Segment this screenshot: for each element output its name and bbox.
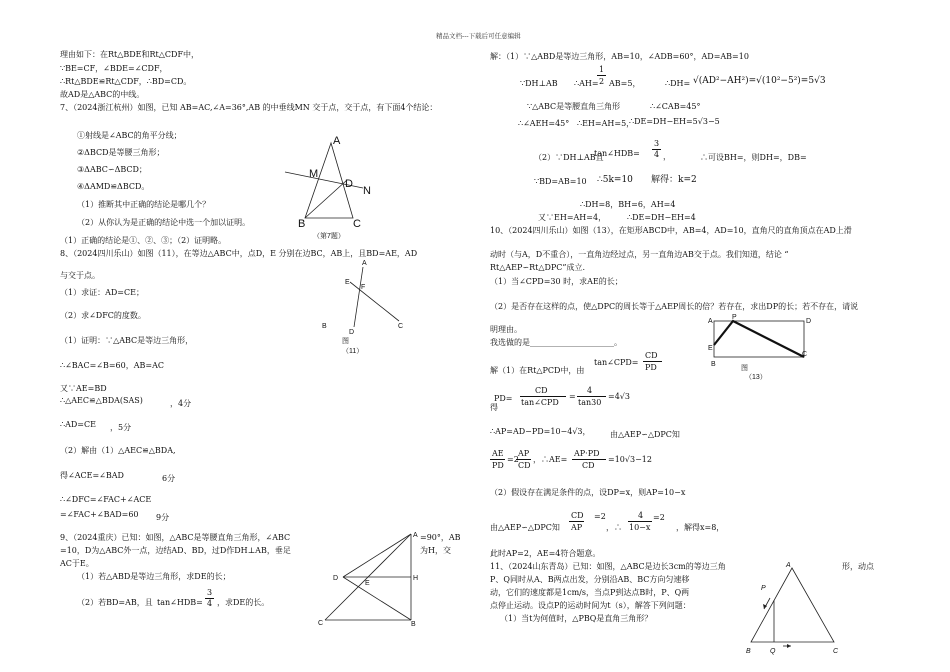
figure-q7 xyxy=(285,130,395,240)
fraction-numerator: 4 xyxy=(638,511,644,520)
label-D: D xyxy=(333,575,339,582)
question-9: 9、（2024重庆）已知：如图，△ABC是等腰直角三角形，∠ABC xyxy=(60,533,291,542)
label-F: F xyxy=(361,284,366,291)
text-line: P、Q同时从A、B两点出发，分别沿AB、BC方向匀速移 xyxy=(490,575,690,584)
label-A: A xyxy=(362,260,367,267)
figure-q10 xyxy=(705,312,815,382)
q8-proof: （1）证明：∵△ABC是等边三角形， xyxy=(60,336,194,345)
fraction-numerator: CD xyxy=(571,511,584,520)
fraction-numerator: CD xyxy=(535,386,548,395)
page-header: 精品文档---下载后可任意编辑 xyxy=(436,32,521,40)
fraction-denominator: 2 xyxy=(599,77,605,86)
solution-line: ∴EH=AH=5， xyxy=(577,119,635,128)
text-line: 理由如下：在Rt△BDE和Rt△CDF中， xyxy=(60,50,199,59)
text-line: Rt△AEP∽Rt△DPC”成立. xyxy=(490,263,586,272)
fraction-denominator: AP xyxy=(571,523,583,532)
q9-subquestion: （1）若△ABD是等边三角形，求DE的长； xyxy=(77,572,231,581)
solution-line: （2）∵DH⊥AB且 xyxy=(534,153,604,162)
text-line: 与交于点。 xyxy=(60,271,100,280)
label-A: A xyxy=(786,562,791,569)
figure-q11 xyxy=(745,560,850,665)
solution-line: ∴∠CAB=45° xyxy=(650,102,701,111)
q8-proof: （2）解由（1）△AEC≌△BDA, xyxy=(60,446,176,455)
label-C: C xyxy=(318,620,324,627)
label-D: D xyxy=(349,329,355,336)
solution-line: ， xyxy=(663,152,671,161)
label-C: C xyxy=(833,648,839,655)
text-line: ，求DE的长。 xyxy=(217,598,270,607)
q8-subquestion: （1）求证：AD=CE； xyxy=(60,288,144,297)
answer-line: =2 xyxy=(507,455,519,464)
fraction-numerator: 1 xyxy=(599,65,605,74)
q8-proof: 又∵AE=BD xyxy=(60,384,107,393)
text-line: 动时（与A，D不重合），一直角边经过点，另一直角边AB交于点。我们知道，结论 “ xyxy=(490,250,789,259)
answer-line: 得 xyxy=(490,403,498,412)
solution-line: ∴DE=DH−EH=4 xyxy=(627,213,696,222)
label-Q: Q xyxy=(770,648,776,655)
fraction-bar xyxy=(569,521,584,522)
q7-answer: （1）正确的结论是①、②、③；（2）证明略。 xyxy=(60,236,227,245)
answer-line: tan∠CPD= xyxy=(594,358,639,367)
text-line: 点停止运动。设点P的运动时间为t（s），解答下列问题： xyxy=(490,601,691,610)
text-line: 动，它们的速度都是1cm/s，当点P到达点B时，P、Q两 xyxy=(490,588,690,597)
label-B: B xyxy=(298,218,306,230)
figure-caption: （第7题） xyxy=(313,233,345,240)
answer-line: 由△AEP∽△DPC知 xyxy=(610,430,680,439)
answer-line: =2 xyxy=(653,513,665,522)
label-P: P xyxy=(732,314,737,321)
q9-tan: tan∠HDB= xyxy=(157,598,203,607)
question-8: 8、（2024四川乐山）如图（11），在等边△ABC中，点D，E 分别在边BC，AB上，且BD=AE，AD xyxy=(60,249,418,258)
answer-line: ，解得x=8， xyxy=(676,523,725,532)
fraction-numerator: 4 xyxy=(587,386,593,395)
question-11: 11、（2024山东青岛）已知：如图，△ABC是边长3cm的等边三角 xyxy=(490,562,726,571)
q8-proof: 得∠ACE=∠BAD xyxy=(60,471,124,480)
label-C: C xyxy=(398,323,404,330)
question-10: 10、（2024四川乐山）如图（13），在矩形ABCD中，AB=4，AD=10，直角尺的直角顶点在AD上滑 xyxy=(490,226,852,235)
label-M: M xyxy=(309,168,319,180)
fraction-denominator: tan∠CPD xyxy=(521,398,559,407)
label-D: D xyxy=(345,178,353,190)
q7-conclusion: ④ΔAMD≌ΔBCD。 xyxy=(77,182,150,191)
answer-line: =10√3−12 xyxy=(608,455,652,464)
figure-q8 xyxy=(318,255,418,360)
solution-line: 又∵EH=AH=4， xyxy=(538,213,607,222)
solution-line: ∴DH= xyxy=(665,79,691,88)
q7-conclusion: ②ΔBCD是等腰三角形； xyxy=(77,148,165,157)
text-line: 我选做的是_____________________。 xyxy=(490,338,622,347)
fraction-numerator: AE xyxy=(492,449,504,458)
fraction-denominator: PD xyxy=(492,461,504,470)
fraction-denominator: 4 xyxy=(207,599,213,608)
fraction-numerator: 3 xyxy=(654,139,660,148)
fraction-bar xyxy=(628,521,652,522)
text-line: ∴Rt△BDE≌Rt△CDF，∴BD=CD。 xyxy=(60,77,192,86)
q9-subquestion: （2）若BD=AB，且 xyxy=(77,598,153,607)
q7-conclusion: ③ΔABC∽ΔBCD； xyxy=(77,165,147,174)
label-C: C xyxy=(802,351,808,358)
answer-line: 此时AP=2，AE=4符合题意。 xyxy=(490,549,601,558)
solution-line: ∴∠AEH=45° xyxy=(518,119,570,128)
label-A: A xyxy=(708,318,713,325)
fraction-bar xyxy=(516,459,531,460)
fraction-denominator: CD xyxy=(518,461,531,470)
solution-line: ∵DH⊥AB xyxy=(520,79,558,88)
label-A: A xyxy=(413,532,418,539)
question-7: 7、（2024浙江杭州）如图，已知 AB=AC,∠A=36°,AB 的中垂线MN 交于点，交于点，有下面4个结论： xyxy=(60,103,438,112)
label-B: B xyxy=(746,648,751,655)
label-N: N xyxy=(363,185,371,197)
solution-line: 解得：k=2 xyxy=(651,175,697,185)
answer-line: ，∴ xyxy=(606,523,622,532)
q7-conclusion: ①射线是∠ABC的角平分线； xyxy=(77,131,182,140)
text-line: 形，动点 xyxy=(842,562,874,571)
answer-line: = xyxy=(569,392,576,401)
q10-subquestion: （1）当∠CPD=30 时，求AE的长； xyxy=(490,277,623,286)
q8-proof: ∴AD=CE xyxy=(60,420,96,429)
q8-subquestion: （2）求∠DFC的度数。 xyxy=(60,311,146,320)
label-B: B xyxy=(322,323,327,330)
fraction-denominator: CD xyxy=(582,461,595,470)
label-P: P xyxy=(761,585,766,592)
fraction-bar xyxy=(577,396,606,397)
text-line: 明理由。 xyxy=(490,325,522,334)
solution-line: 解：（1）∵△ABD是等边三角形，AB=10，∠ADB=60°，AD=AB=10 xyxy=(490,52,749,61)
label-E: E xyxy=(708,345,713,352)
figure-caption: 图 xyxy=(342,338,349,345)
label-B: B xyxy=(411,621,416,628)
q11-subquestion: （1）当t为何值时，△PBQ是直角三角形？ xyxy=(500,614,653,623)
q10-subquestion: （2）是否存在这样的点，使△DPC的周长等于△AEP周长的倍？若存在，求出DP的长；若不存在，请说 xyxy=(490,302,859,311)
fraction-denominator: PD xyxy=(645,363,657,372)
solution-line: ∵△ABC是等腰直角三角形 xyxy=(527,102,621,111)
fraction-numerator: CD xyxy=(645,351,658,360)
figure-caption: 图 xyxy=(741,365,748,372)
answer-line: ∴AP=AD−PD=10−4√3， xyxy=(490,427,591,436)
q8-proof: ∴∠DFC=∠FAC+∠ACE xyxy=(60,495,152,504)
solution-line: ∴DH=8，BH=6，AH=4 xyxy=(580,200,676,209)
text-line: =10，D为△ABC外一点，边结AD、BD，过D作DH⊥AB，垂足 xyxy=(60,546,291,555)
q8-score: ，5分 xyxy=(110,423,132,432)
answer-line: 解（1）在Rt△PCD中，由 xyxy=(490,366,585,375)
label-A: A xyxy=(333,135,341,147)
fraction-bar xyxy=(520,396,566,397)
fraction-bar xyxy=(490,459,505,460)
solution-line: tan∠HDB= xyxy=(594,149,640,158)
sqrt-expression: √(AD²−AH²)=√(10²−5²)=5√3 xyxy=(693,76,826,86)
text-line: 故AD是△ABC的中线。 xyxy=(60,90,145,99)
q7-subquestion: （1）推断其中正确的结论是哪几个？ xyxy=(77,200,211,209)
q8-proof: =∠FAC+∠BAD=60 xyxy=(60,510,139,519)
solution-line: ∴可设BH=，则DH=，DB= xyxy=(700,153,807,162)
answer-line: 由△AEP∽△DPC知 xyxy=(490,523,560,532)
fraction-numerator: 3 xyxy=(207,588,213,597)
text-line: =90°，AB xyxy=(420,533,461,542)
fraction-bar xyxy=(643,361,662,362)
fraction-denominator: 10−x xyxy=(629,523,651,532)
fraction-bar xyxy=(597,75,606,76)
q7-subquestion: （2）从你认为是正确的结论中选一个加以证明。 xyxy=(77,218,251,227)
answer-line: （2）假设存在满足条件的点，设DP=x，则AP=10−x xyxy=(490,488,686,497)
figure-caption: （11） xyxy=(342,348,364,355)
q8-proof: ∴△AEC≌△BDA(SAS) xyxy=(60,396,143,405)
fraction-denominator: tan30 xyxy=(578,398,602,407)
q8-score: ，4分 xyxy=(170,399,192,408)
solution-line: AB=5， xyxy=(609,79,641,88)
label-H: H xyxy=(413,575,419,582)
figure-q9 xyxy=(318,528,425,628)
figure-caption: （13） xyxy=(745,374,767,381)
answer-line: =4√3 xyxy=(608,392,630,401)
fraction-numerator: AP·PD xyxy=(574,449,600,458)
label-D: D xyxy=(806,318,812,325)
q8-score: 9分 xyxy=(156,513,170,522)
label-B: B xyxy=(711,361,716,368)
fraction-bar xyxy=(572,459,606,460)
text-line: 为H，交 xyxy=(420,546,451,555)
text-line: ∵BE=CF，∠BDE=∠CDF， xyxy=(60,64,168,73)
solution-line: ∴5k=10 xyxy=(597,175,633,185)
text-line: AC于E。 xyxy=(60,559,94,568)
label-C: C xyxy=(353,218,361,230)
solution-line: ∴AH= xyxy=(574,79,599,88)
q8-proof: ∴∠BAC=∠B=60，AB=AC xyxy=(60,361,164,370)
answer-line: ，∴AE= xyxy=(533,455,568,464)
fraction-numerator: AP xyxy=(518,449,530,458)
q8-score: 6分 xyxy=(162,474,176,483)
label-E: E xyxy=(365,580,370,587)
answer-line: PD= xyxy=(494,394,513,403)
label-E: E xyxy=(345,279,350,286)
fraction-denominator: 4 xyxy=(654,150,660,159)
answer-line: =2 xyxy=(594,512,606,521)
solution-line: ∴DE=DH−EH=5√3−5 xyxy=(629,117,720,126)
solution-line: ∵BD=AB=10 xyxy=(534,177,587,186)
